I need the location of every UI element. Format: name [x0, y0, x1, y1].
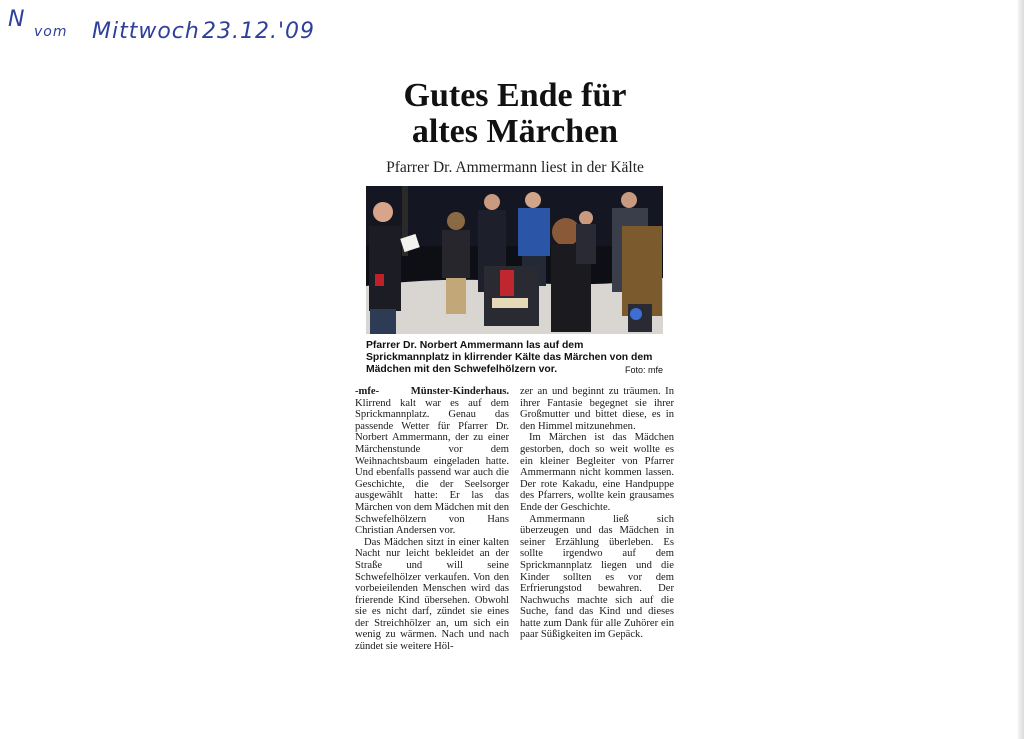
- paragraph: zer an und beginnt zu träumen. In ihrer Fantasie begegnet sie ihrer Großmutter und bittet diese, es in den Himmel mitzunehmen.: [520, 386, 674, 432]
- photo-caption: Pfarrer Dr. Norbert Ammermann las auf dem Sprickmannplatz in klirrender Kälte das Märchen von dem Mädchen mit den Schwefelhölzern vor.: [366, 340, 653, 375]
- headline-line-1: Gutes Ende für: [403, 77, 627, 114]
- paragraph: Ammermann ließ sich überzeugen und das Mädchen in seiner Erzählung überleben. Es sollte irgendwo auf dem Sprickmannplatz liegen und die Kinder sollten es vor dem Erfrierungstod bewahren. Der Nachwuchs machte sich auf die Suche, fand das Kind und dieses hatte zum Dank für alle Zuhörer ein paar Süßigkeiten im Gepäck.: [520, 513, 674, 641]
- headline: [352, 78, 678, 150]
- paragraph: Das Mädchen sitzt in einer kalten Nacht nur leicht bekleidet an der Straße und will seine Schwefelhölzer verkaufen. Von den vorbeieilenden Menschen wird das frierende Kind übersehen. Obwohl sie es nicht darf, zündet sie eines der Streichhölzer an, um sich ein wenig zu wärmen. Nach und nach zündet sie weitere Höl-: [355, 536, 509, 653]
- article-photo: [366, 186, 663, 334]
- paragraph-text: Klirrend kalt war es auf dem Sprickmannplatz. Genau das passende Wetter für Pfarrer Dr. Norbert Ammermann, der zu einer Märchenstunde vor dem Weihnachtsbaum eingeladen hatte. Und ebenfalls passend war auch die Geschichte, die der Seelsorger ausgewählt hatte: Er las das Märchen von dem Mädchen mit den Schwefelhölzern von Hans Christian Andersen vor.: [355, 397, 509, 537]
- newspaper-clipping: [352, 70, 678, 685]
- paragraph: [355, 386, 509, 537]
- article-column-2: [520, 386, 674, 641]
- note-letter: N: [8, 7, 26, 32]
- photo-credit: Foto: mfe: [624, 365, 663, 375]
- subheadline: Pfarrer Dr. Ammermann liest in der Kälte: [386, 159, 644, 176]
- note-date: 23.12.'09: [202, 19, 316, 44]
- handwritten-date-note: [6, 6, 336, 48]
- note-weekday: Mittwoch: [92, 19, 200, 44]
- paragraph: Im Märchen ist das Mädchen gestorben, doch so weit wollte es ein kleiner Begleiter von Pfarrer Ammermann nicht kommen lassen. Der rote Kakadu, eine Handpuppe des Pfarrers, wollte kein grausames Ende der Geschichte.: [520, 432, 674, 513]
- headline-line-2: altes Märchen: [411, 113, 619, 150]
- article-column-1: [355, 386, 509, 653]
- stroller: [484, 266, 539, 326]
- note-prefix: vom: [34, 24, 68, 40]
- dateline: -mfe- Münster-Kinderhaus.: [355, 386, 509, 397]
- scan-edge: [1018, 0, 1024, 739]
